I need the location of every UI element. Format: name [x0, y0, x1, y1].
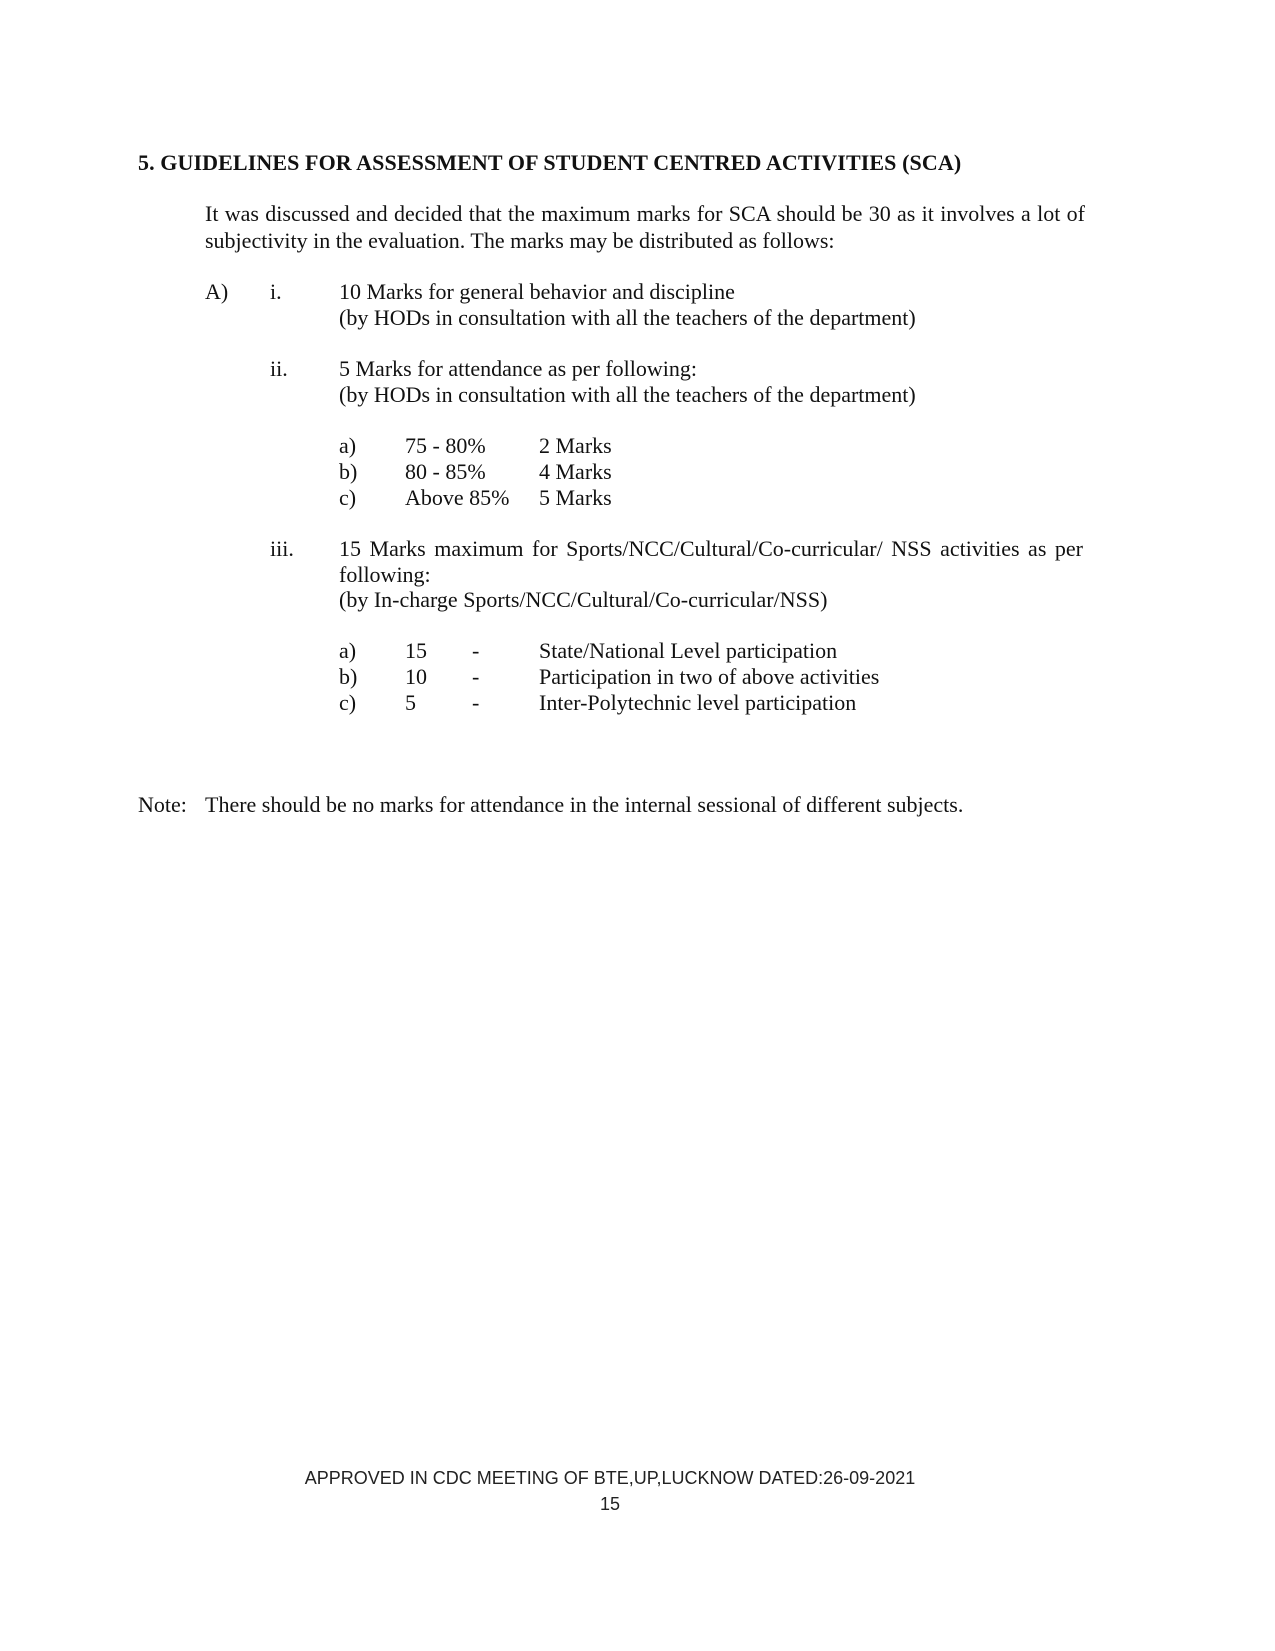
item-ii-line-2: (by HODs in consultation with all the teachers of the department)	[339, 382, 916, 407]
intro-line-2: subjectivity in the evaluation. The marks may be distributed as follows:	[205, 228, 835, 253]
activity-marks: 10	[405, 664, 427, 689]
note-label: Note:	[138, 792, 187, 817]
item-iii-line-3: (by In-charge Sports/NCC/Cultural/Co-curricular/NSS)	[339, 587, 828, 612]
item-number-iii: iii.	[270, 536, 294, 561]
activity-dash: -	[472, 690, 480, 715]
activity-dash: -	[472, 664, 480, 689]
item-iii-line-2: following:	[339, 562, 431, 587]
item-number-i: i.	[270, 279, 282, 304]
attendance-range: 75 - 80%	[405, 433, 486, 458]
attendance-range: Above 85%	[405, 485, 510, 510]
activity-marks: 5	[405, 690, 416, 715]
section-heading: 5. GUIDELINES FOR ASSESSMENT OF STUDENT CENTRED ACTIVITIES (SCA)	[138, 150, 962, 175]
activity-desc: Inter-Polytechnic level participation	[539, 690, 857, 715]
activity-label: c)	[339, 690, 357, 715]
attendance-marks: 5 Marks	[539, 485, 612, 510]
activity-desc: Participation in two of above activities	[539, 664, 880, 689]
activity-marks: 15	[405, 638, 427, 663]
activity-desc: State/National Level participation	[539, 638, 838, 663]
item-i-line-2: (by HODs in consultation with all the teachers of the department)	[339, 305, 916, 330]
item-i-line-1: 10 Marks for general behavior and discipline	[339, 279, 735, 304]
attendance-label: c)	[339, 485, 357, 510]
activity-label: a)	[339, 638, 357, 663]
activity-label: b)	[339, 664, 358, 689]
attendance-range: 80 - 85%	[405, 459, 486, 484]
attendance-marks: 2 Marks	[539, 433, 612, 458]
activity-dash: -	[472, 638, 480, 663]
item-iii-line-1: 15 Marks maximum for Sports/NCC/Cultural/Co-curricular/ NSS activities as per	[339, 536, 1083, 561]
attendance-label: b)	[339, 459, 358, 484]
section-label: A)	[205, 279, 229, 304]
intro-line-1: It was discussed and decided that the maximum marks for SCA should be 30 as it involves a lot of	[205, 201, 1085, 226]
attendance-label: a)	[339, 433, 357, 458]
item-ii-line-1: 5 Marks for attendance as per following:	[339, 356, 697, 381]
attendance-marks: 4 Marks	[539, 459, 612, 484]
footer-approval: APPROVED IN CDC MEETING OF BTE,UP,LUCKNOW DATED:26-09-2021	[304, 1468, 916, 1488]
page-number: 15	[599, 1494, 621, 1514]
note-text: There should be no marks for attendance in the internal sessional of different subjects.	[205, 792, 964, 817]
item-number-ii: ii.	[270, 356, 288, 381]
